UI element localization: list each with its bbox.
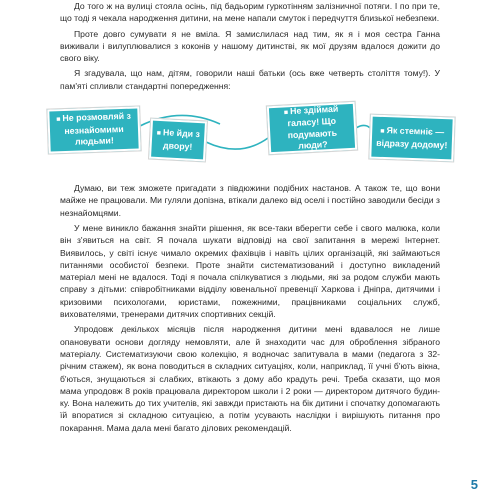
square-bullet-icon: ■ — [380, 127, 385, 136]
paragraph-6: Упродовж декількох місяців після народження дитини мені вдавалося не лише опановувати основи догляду немовляти, але й знаходити час для оброблення зібраного матеріалу. Систематизуючи свою колекцію, я водночас запитувала в мами (педагога з 32-річним стажем), як вона поводиться в складних ситуаціях, коли, наприклад, її учні б'ють вікна, б'ються, знущаються зі слабких, втікають з дому або крадуть речі. Треба сказати, що моя мама упродовж 8 років працювала директором школи і 2 роки — директором дитячого будин-ку. Вона належить до тих учителів, які завжди пристають на бік дитини і спочатку допомагають їй впоратися зі складною ситуацією, а потім усувають наслідки і вирішують питання про покарання. Мама дала мені багато ділових рекомендацій. — [60, 324, 440, 433]
warning-card-yard: ■ Не йди з двору! — [149, 119, 207, 162]
square-bullet-icon: ■ — [56, 116, 61, 124]
warning-card-strangers: ■ Не розмовляй з незнайомими людьми! — [47, 106, 140, 153]
page-number: 5 — [470, 477, 478, 492]
paragraph-2: Проте довго сумувати я не вміла. Я замислилася над тим, як я і моя сестра Ганна виживали і вилуплювалися з коконів у нашому дитинстві, як мої друзям вдалося дожити до свого віку. — [60, 28, 440, 64]
document-page — [56, 0, 448, 434]
paragraph-1: До того ж на вулиці стояла осінь, під бадьорим гуркотінням залізничної потяги. І по при те, що тоді я чекала народження дитини, на мене напали смуток і передчуття близької небезпеки. — [60, 1, 440, 24]
square-bullet-icon: ■ — [156, 129, 162, 138]
warning-card-noise: ■Не здіймай галасу! Що подумають люди? — [267, 102, 357, 155]
paragraph-5: У мене виникло бажання знайти рішення, як все-таки вберегти себе і свого малюка, коли він з'явиться на світ. Я почала шукати відповіді на свої запитання в мережі Інтернет. Виявилось, у світі існує чимало окремих фахівців і навіть цілих організацій, які займаються питаннями особистої безпеки. Проте знайти систематизований і доступно викладений матеріал мені не вдалося. Тоді я почала спілкуватися з людьми, які за родом служби мають справу з дітьми: співробітниками відділу ювенальної превенції Харкова і Дніпра, дитячими і кризовими психологами, юристами, пожежними, працівниками соціальних служб, вихователями, тренерами дитячих спортивних секцій. — [60, 222, 440, 320]
paragraph-3: Я згадувала, що нам, дітям, говорили наші батьки (ось вже четверть століття тому!). У пам'яті спливли стандартні попередження: — [60, 68, 440, 91]
warnings-banner — [40, 98, 470, 174]
warning-card-dark: ■ Як стемніє — відразу додому! — [369, 115, 454, 162]
paragraph-4: Думаю, ви теж зможете пригадати з півдюжини подібних настанов. А також те, що вони майже не працювали. Ми гуляли допізна, втікали далеко від оселі і постійно заводили бесіди з незнайомцями. — [60, 183, 440, 218]
square-bullet-icon: ■ — [283, 108, 289, 117]
